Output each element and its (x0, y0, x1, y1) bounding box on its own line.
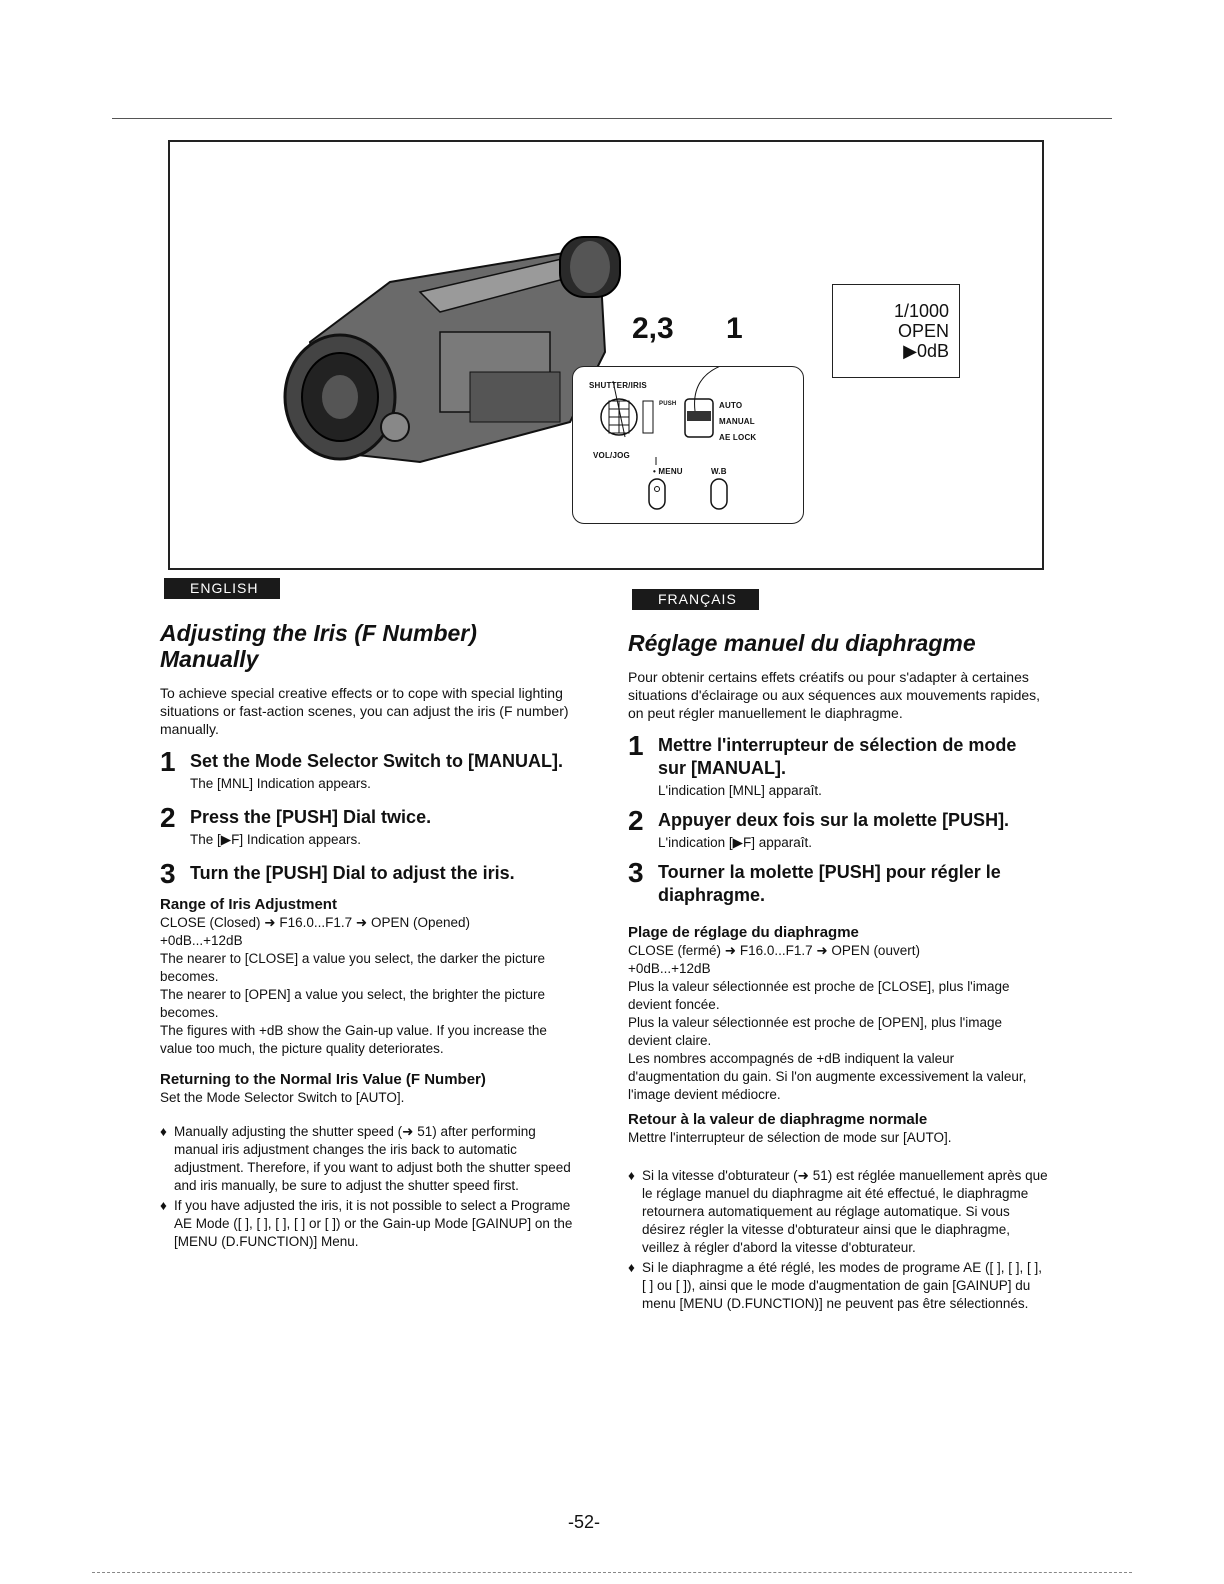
french-range-line: Plus la valeur sélectionnée est proche de [CLOSE], plus l'image devient foncée. (628, 979, 1010, 1012)
step-heading: Mettre l'interrupteur de sélection de mode sur [MANUAL]. (658, 735, 1017, 778)
step-heading: Tourner la molette [PUSH] pour régler le diaphragme. (658, 862, 1001, 905)
step-heading: Set the Mode Selector Switch to [MANUAL]. (190, 751, 564, 771)
french-title: Réglage manuel du diaphragme (628, 630, 976, 656)
shutter-iris-label: SHUTTER/IRIS (589, 381, 647, 390)
english-notes (160, 1123, 580, 1251)
french-column (628, 630, 1048, 1315)
step-number: 3 (160, 858, 176, 889)
english-step-3 (160, 858, 580, 889)
note-text: Si le diaphragme a été réglé, les modes de programe AE ([ ], [ ], [ ], [ ] ou [ ]), ainsi que le mode d'augmentation de gain [GAINUP] du menu [MENU (D.FUNCTION)] ne peuvent pas être sélectionnés. (642, 1260, 1042, 1311)
bottom-rule (92, 1572, 1132, 1573)
english-range-line: The figures with +dB show the Gain-up value. If you increase the value too much, the picture quality deteriorates. (160, 1023, 547, 1056)
wb-label: W.B (711, 467, 727, 476)
step-note: L'indication [▶F] apparaît. (658, 835, 813, 850)
step-heading: Turn the [PUSH] Dial to adjust the iris. (190, 863, 515, 883)
manual-label: MANUAL (719, 417, 755, 426)
french-note: ♦ Si la vitesse d'obturateur (➜ 51) est réglée manuellement après que le réglage manuel du diaphragme ait été effectué, le diaphragme retournera automatiquement au réglage automatique. Si vous désirez régler la vitesse d'obturateur ainsi que le diaphragme, veillez à régler d'abord la vitesse d'obturateur. (628, 1168, 1048, 1255)
step-heading: Appuyer deux fois sur la molette [PUSH]. (658, 810, 1010, 830)
step-number: 2 (160, 802, 176, 833)
english-return-text: Set the Mode Selector Switch to [AUTO]. (160, 1090, 405, 1105)
french-step-2 (628, 805, 1048, 851)
callout-number-2-3: 2,3 (632, 312, 674, 345)
french-range-line: CLOSE (fermé) ➜ F16.0...F1.7 ➜ OPEN (ouvert) (628, 943, 920, 958)
note-text: Manually adjusting the shutter speed (➜ 51) after performing manual iris adjustment changes the iris back to automatic adjustment. Therefore, if you want to adjust both the shutter speed and iris manually, be sure to adjust the shutter speed first. (174, 1124, 571, 1193)
ae-lock-label: AE LOCK (719, 433, 757, 442)
push-label: PUSH (659, 401, 677, 407)
english-range-line: +0dB...+12dB (160, 933, 243, 948)
display-gain: ▶0dB (903, 341, 949, 361)
callout-number-1: 1 (726, 312, 743, 345)
note-text: If you have adjusted the iris, it is not possible to select a Programe AE Mode ([ ], [ ], [ ], [ ] or [ ]) or the Gain-up Mode [GAINUP] on the [MENU (D.FUNCTION)] Menu. (174, 1198, 573, 1249)
auto-label: AUTO (719, 401, 743, 410)
vol-jog-label: VOL/JOG (593, 451, 630, 460)
note-text: Si la vitesse d'obturateur (➜ 51) est réglée manuellement après que le réglage manuel du diaphragme ait été effectué, le diaphragme retournera automatiquement au réglage automatique. Si vous désirez régler la vitesse d'obturateur ainsi que le diaphragme, veillez à régler d'abord la vitesse d'obturateur. (642, 1168, 1048, 1255)
english-step-2 (160, 802, 580, 848)
french-range-line: +0dB...+12dB (628, 961, 711, 976)
step-heading: Press the [PUSH] Dial twice. (190, 807, 432, 827)
french-note: ♦ Si le diaphragme a été réglé, les modes de programe AE ([ ], [ ], [ ], [ ] ou [ ]), ainsi que le mode d'augmentation de gain [GAINUP] du menu [MENU (D.FUNCTION)] ne peuvent pas être sélectionnés. (628, 1260, 1042, 1311)
french-range-line: Plus la valeur sélectionnée est proche de [OPEN], plus l'image devient claire. (628, 1015, 1003, 1048)
english-range-line: The nearer to [OPEN] a value you select, the brighter the picture becomes. (160, 987, 545, 1020)
french-notes (628, 1167, 1048, 1313)
english-intro: To achieve special creative effects or to cope with special lighting situations or fast-action scenes, you can adjust the iris (F number) manually. (160, 685, 569, 737)
controls-callout (572, 366, 804, 524)
page-number: -52- (568, 1512, 601, 1532)
step-number: 1 (160, 746, 176, 777)
step-number: 3 (628, 857, 644, 888)
display-iris: OPEN (897, 321, 949, 341)
french-range-heading: Plage de réglage du diaphragme (628, 924, 859, 941)
french-range-line: Les nombres accompagnés de +dB indiquent la valeur d'augmentation du gain. Si l'on augmente excessivement la valeur, l'image devient médiocre. (628, 1051, 1027, 1102)
english-note: ♦ If you have adjusted the iris, it is not possible to select a Programe AE Mode ([ ], [ ], [ ], [ ] or [ ]) or the Gain-up Mode [GAINUP] on the [MENU (D.FUNCTION)] Menu. (160, 1198, 573, 1249)
step-number: 1 (628, 730, 644, 761)
french-step-3 (628, 857, 1048, 907)
step-note: The [▶F] Indication appears. (190, 832, 361, 847)
english-column (160, 620, 580, 1253)
menu-label: • MENU (653, 467, 683, 476)
english-range-line: CLOSE (Closed) ➜ F16.0...F1.7 ➜ OPEN (Opened) (160, 915, 470, 930)
french-return-text: Mettre l'interrupteur de sélection de mode sur [AUTO]. (628, 1130, 952, 1145)
english-range-heading: Range of Iris Adjustment (160, 896, 337, 913)
step-note: The [MNL] Indication appears. (190, 776, 371, 791)
display-shutter-speed: 1/1000 (893, 301, 949, 321)
english-step-1 (160, 746, 580, 792)
viewfinder-display (832, 284, 960, 378)
french-return-heading: Retour à la valeur de diaphragme normale (628, 1111, 928, 1128)
step-number: 2 (628, 805, 644, 836)
french-step-1 (628, 730, 1048, 799)
english-title: Adjusting the Iris (F Number) Manually (160, 620, 477, 672)
top-rule (112, 118, 1112, 119)
english-note: ♦ Manually adjusting the shutter speed (➜ 51) after performing manual iris adjustment changes the iris back to automatic adjustment. Therefore, if you want to adjust both the shutter speed and iris manually, be sure to adjust the shutter speed first. (160, 1124, 571, 1193)
controls-drawing (573, 367, 803, 523)
english-badge: ENGLISH (164, 578, 280, 599)
french-badge: FRANÇAIS (632, 589, 759, 610)
step-note: L'indication [MNL] apparaît. (658, 783, 822, 798)
english-return-heading: Returning to the Normal Iris Value (F Number) (160, 1071, 486, 1088)
camera-figure (168, 140, 1044, 570)
french-intro: Pour obtenir certains effets créatifs ou pour s'adapter à certaines situations d'éclairage ou aux séquences aux mouvements rapides, on peut régler manuellement le diaphragme. (628, 669, 1041, 721)
english-range-line: The nearer to [CLOSE] a value you select, the darker the picture becomes. (160, 951, 545, 984)
